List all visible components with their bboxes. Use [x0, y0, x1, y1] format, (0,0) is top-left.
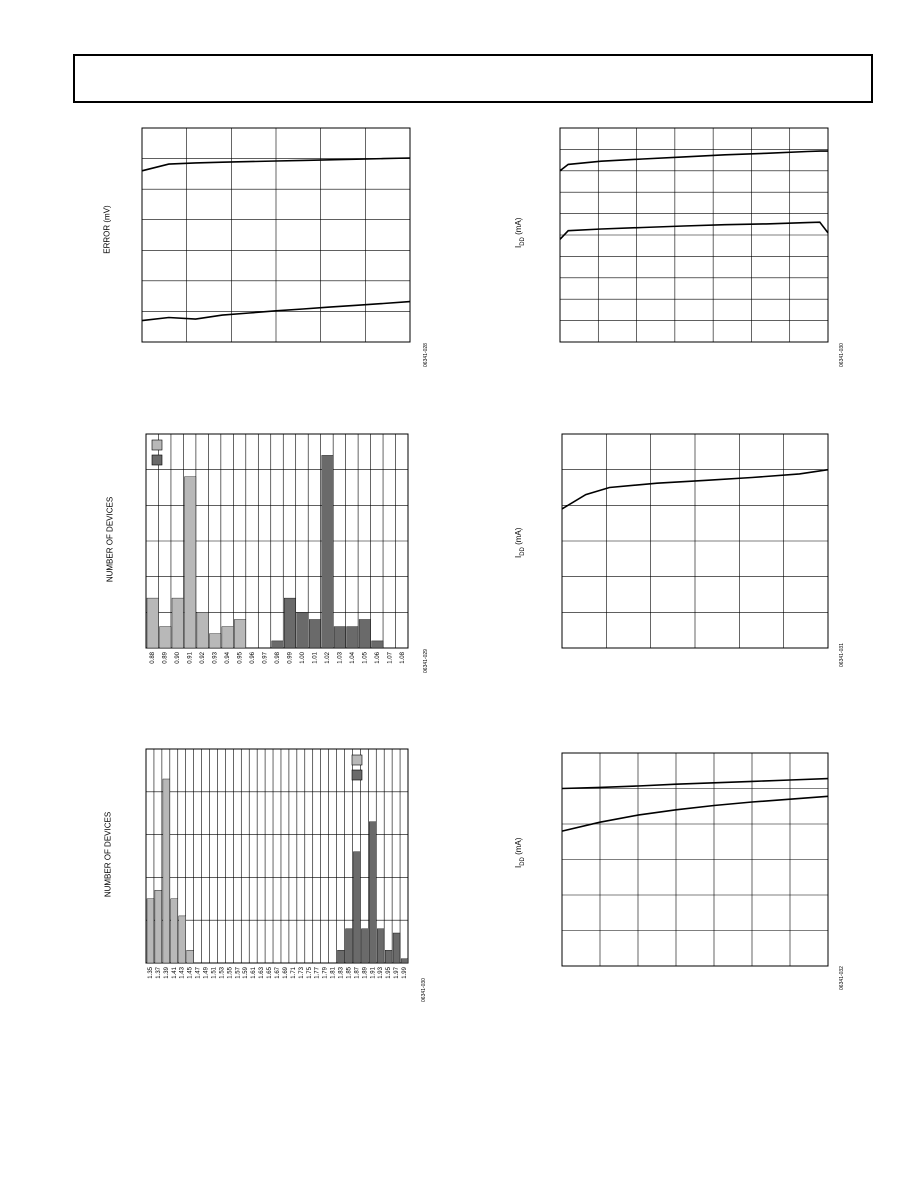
- hist1-bar: [209, 634, 221, 648]
- hist1-tick-label: 0.94: [225, 652, 232, 664]
- hist1-tick-label: 0.88: [150, 652, 157, 664]
- hist1-bar: [272, 641, 284, 648]
- hist1-bar: [322, 455, 334, 648]
- hist1-bar: [309, 620, 321, 649]
- chart-idd2-panel: [500, 430, 860, 690]
- hist1-tick-label: 0.90: [175, 652, 182, 664]
- hist1-tick-label: 1.02: [324, 652, 331, 664]
- hist2-bar: [393, 933, 400, 963]
- hist1-tick-label: 1.01: [312, 652, 319, 664]
- hist2-tick-label: 1.69: [282, 967, 289, 979]
- idd1-ylabel-tail: (mA): [514, 217, 524, 238]
- idd2-ylabel-tail: (mA): [514, 527, 524, 548]
- hist1-tick-label: 0.98: [275, 652, 281, 664]
- hist2-bar: [369, 822, 376, 963]
- hist1-bar: [347, 627, 359, 648]
- hist2-tick-label: 1.45: [187, 967, 194, 979]
- hist2-tick-label: 1.79: [322, 967, 329, 979]
- hist1-tick-label: 0.99: [287, 652, 294, 664]
- chart-idd1-panel: [500, 120, 860, 380]
- idd3-ylabel: [514, 823, 526, 883]
- hist2-bar: [361, 929, 368, 963]
- hist1-tick-label: 1.04: [349, 652, 356, 664]
- hist2-tick-label: 1.89: [362, 967, 369, 979]
- hist1-tick-label: 0.97: [262, 652, 269, 664]
- hist2-tick-label: 1.97: [394, 967, 401, 979]
- hist2-tick-label: 1.65: [267, 967, 274, 979]
- hist2-bar: [147, 899, 154, 963]
- idd1-ylabel: [514, 203, 526, 263]
- hist1-tick-label: 0.93: [212, 652, 219, 664]
- hist1-tick-label: 0.92: [200, 652, 207, 664]
- hist1-bar: [172, 598, 184, 648]
- hist2-bar: [377, 929, 384, 963]
- hist2-tick-label: 1.59: [243, 967, 250, 979]
- hist1-bar: [372, 641, 384, 648]
- hist2-tick-label: 1.53: [219, 967, 226, 979]
- idd3-ylabel-tail: (mA): [514, 837, 524, 858]
- histogram2-panel: [80, 745, 440, 1015]
- hist2-tick-label: 1.55: [227, 967, 234, 979]
- hist2-bar: [353, 852, 360, 963]
- hist2-ylabel: NUMBER OF DEVICES: [103, 811, 113, 898]
- hist2-tick-label: 1.71: [290, 967, 297, 979]
- hist2-tick-label: 1.47: [195, 967, 202, 979]
- hist2-legend-swatch-2: [352, 770, 362, 780]
- histogram1-chart: [80, 430, 440, 700]
- hist1-tick-label: 1.06: [374, 652, 381, 664]
- hist1-bar: [359, 620, 371, 649]
- hist2-bar: [179, 916, 186, 963]
- hist2-tick-label: 1.87: [354, 967, 361, 979]
- idd1-chart: [500, 120, 860, 380]
- idd1-ylabel-sub: DD: [519, 237, 526, 246]
- hist1-tick-label: 0.95: [237, 652, 244, 664]
- hist1-tick-label: 1.05: [362, 652, 369, 664]
- hist2-tick-label: 1.85: [346, 967, 353, 979]
- hist1-tick-label: 1.00: [299, 652, 306, 664]
- idd2-ylabel-sub: DD: [519, 547, 526, 556]
- hist2-figure-id: 06341-030: [421, 978, 427, 1002]
- error-figure-id: 06341-028: [423, 343, 429, 367]
- hist2-legend-swatch-1: [352, 755, 362, 765]
- idd2-chart: [500, 430, 860, 690]
- hist1-tick-label: 1.08: [399, 652, 406, 664]
- hist2-bar: [401, 959, 408, 963]
- hist2-bar: [385, 950, 392, 963]
- idd3-figure-id: 06341-032: [839, 966, 845, 990]
- hist1-tick-label: 1.07: [387, 652, 394, 664]
- hist2-tick-label: 1.41: [171, 967, 178, 979]
- hist2-tick-label: 1.77: [314, 967, 321, 979]
- hist2-bar: [163, 779, 170, 963]
- hist1-ylabel: NUMBER OF DEVICES: [105, 496, 115, 583]
- hist2-tick-label: 1.67: [275, 967, 281, 979]
- hist2-tick-label: 1.39: [163, 967, 170, 979]
- hist2-tick-label: 1.91: [370, 967, 377, 979]
- idd2-ylabel: [514, 513, 526, 573]
- hist1-tick-label: 0.89: [162, 652, 169, 664]
- hist1-legend-swatch-2: [152, 455, 162, 465]
- hist2-tick-label: 1.75: [306, 967, 313, 979]
- hist2-tick-label: 1.43: [179, 967, 186, 979]
- idd2-ylabel-main: I: [514, 555, 524, 559]
- hist2-tick-label: 1.63: [259, 967, 266, 979]
- chart-idd3-panel: [500, 745, 860, 1005]
- error-chart: [80, 120, 440, 380]
- hist1-bar: [297, 612, 309, 648]
- hist2-bar: [171, 899, 178, 963]
- hist1-tick-label: 0.91: [187, 652, 194, 664]
- hist1-legend-swatch-1: [152, 440, 162, 450]
- hist1-bar: [234, 620, 246, 649]
- page-header-box: [73, 54, 873, 103]
- idd2-figure-id: 06341-031: [839, 643, 845, 667]
- hist2-tick-label: 1.93: [378, 967, 385, 979]
- hist1-bar: [160, 627, 172, 648]
- hist2-tick-label: 1.73: [298, 967, 305, 979]
- hist2-tick-label: 1.95: [386, 967, 393, 979]
- hist2-tick-label: 1.81: [330, 967, 337, 979]
- hist2-bar: [155, 890, 162, 963]
- hist2-tick-label: 1.37: [155, 967, 162, 979]
- histogram2-chart: [80, 745, 440, 1015]
- hist2-tick-label: 1.51: [211, 967, 218, 979]
- hist1-bar: [147, 598, 159, 648]
- hist1-bar: [222, 627, 234, 648]
- idd3-ylabel-main: I: [514, 865, 524, 869]
- hist1-bar: [184, 477, 196, 648]
- hist2-bar: [338, 950, 345, 963]
- hist1-bar: [197, 612, 209, 648]
- hist1-bar: [334, 627, 346, 648]
- hist2-tick-label: 1.57: [235, 967, 242, 979]
- idd1-figure-id: 06341-030: [839, 343, 845, 367]
- hist1-figure-id: 06341-029: [423, 649, 429, 673]
- idd1-ylabel-main: I: [514, 245, 524, 249]
- error-ylabel: ERROR (mV): [102, 205, 112, 254]
- hist1-tick-label: 1.03: [337, 652, 344, 664]
- hist2-tick-label: 1.35: [147, 967, 154, 979]
- hist2-bar: [346, 929, 353, 963]
- hist2-tick-label: 1.83: [338, 967, 345, 979]
- hist2-bar: [187, 950, 194, 963]
- hist1-bar: [284, 598, 296, 648]
- hist2-tick-label: 1.49: [203, 967, 210, 979]
- hist2-tick-label: 1.99: [402, 967, 409, 979]
- idd3-chart: [500, 745, 860, 1005]
- histogram1-panel: [80, 430, 440, 700]
- hist2-tick-label: 1.61: [251, 967, 258, 979]
- hist1-tick-label: 0.96: [250, 652, 257, 664]
- chart-error-panel: [80, 120, 440, 380]
- idd3-ylabel-sub: DD: [519, 857, 526, 866]
